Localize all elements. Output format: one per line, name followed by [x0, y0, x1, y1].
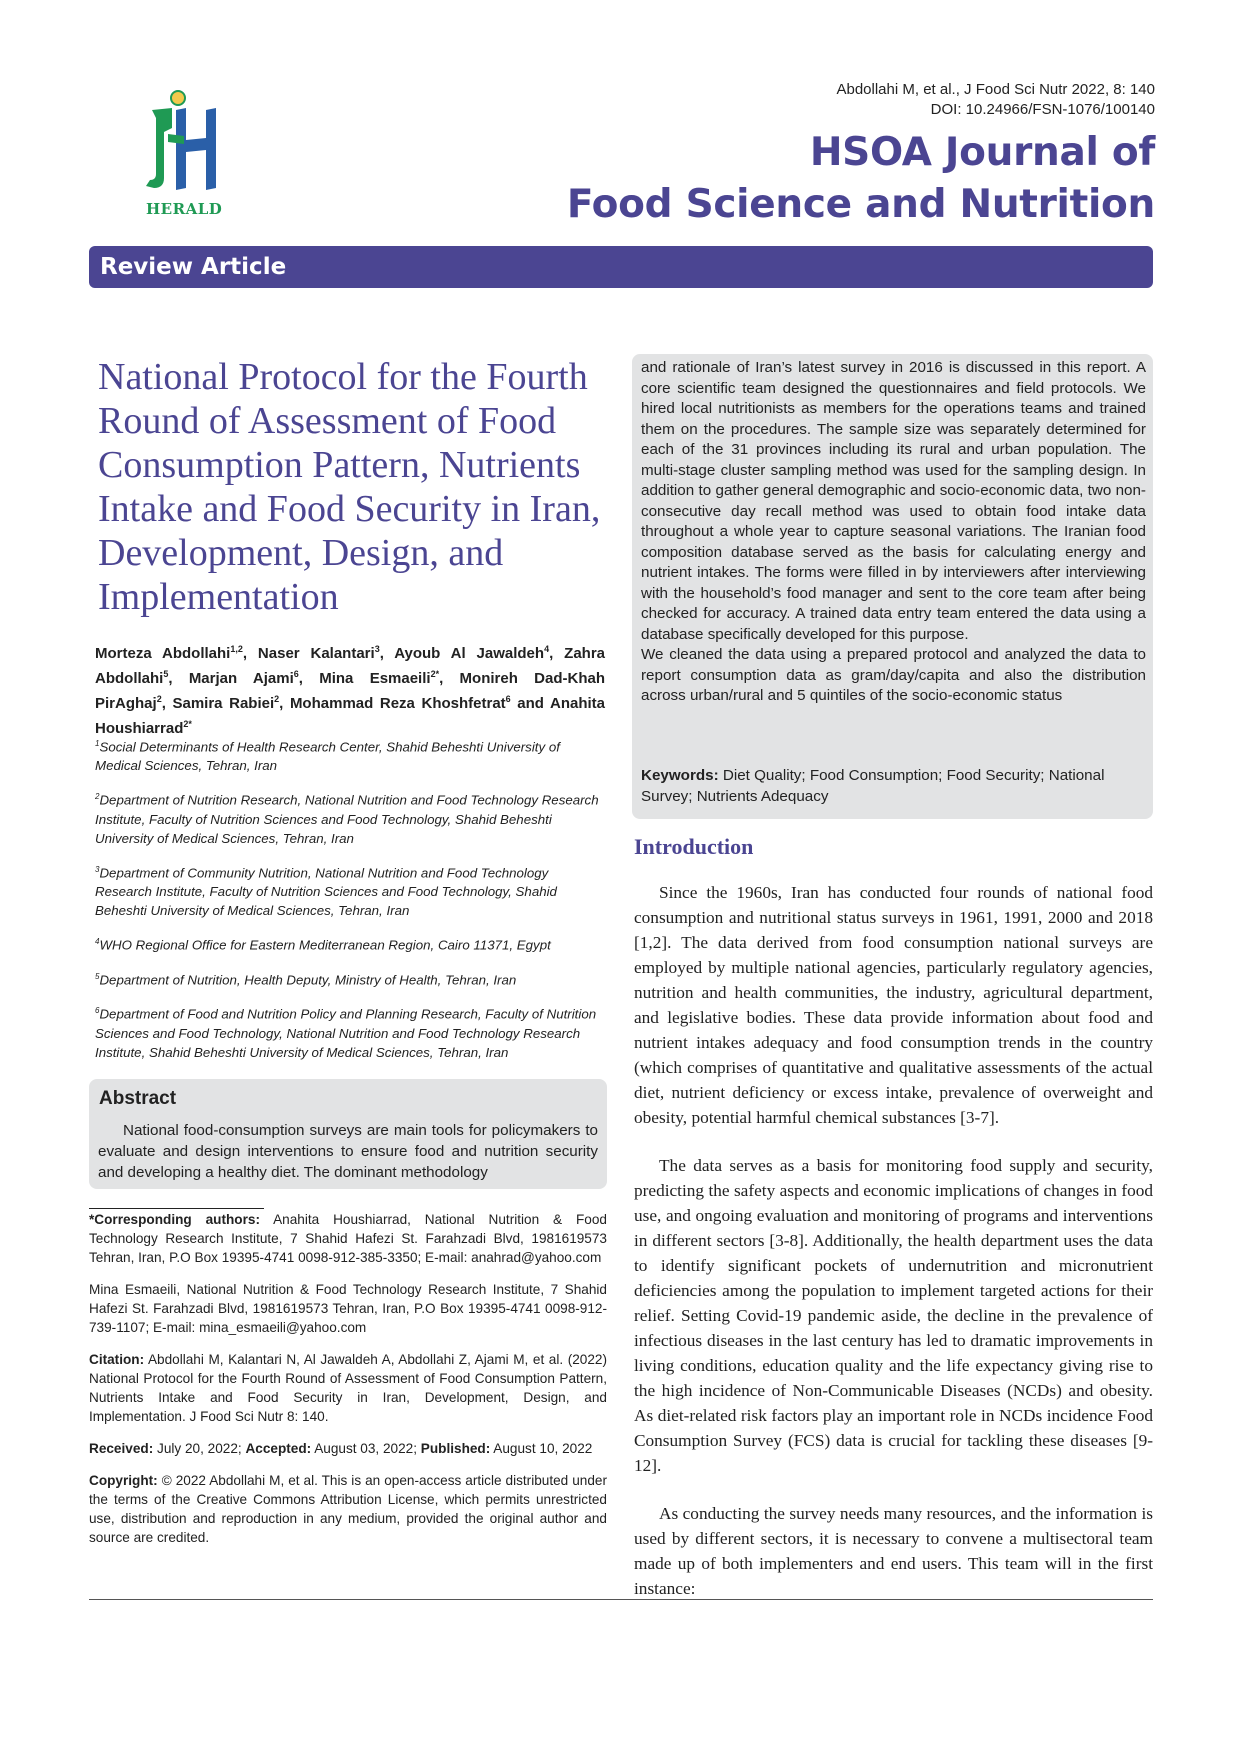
intro-paragraph-1: Since the 1960s, Iran has conducted four rounds of national food consumption and nutritional status surveys in 1961, 1991, 2000 and 2018 [1,2]. The data derived from food consumption national surveys are employed by multiple national agencies, particularly regulatory agencies, nutrition and health communities, the industry, agricultural department, and legislative bodies. These data provide information about food and nutrient intakes adequacy and food consumption trends in the country (which comprises of quantitative and qualitative assessments of the actual diet, nutrient deficiency or excess intake, prevalence of overweight and obesity, potential harmful chemical substances [3-7]. — [634, 883, 1153, 1127]
affiliation-6: $^6$Department of Food and Nutrition Policy and Planning Research, Faculty of Nutrition Sciences and Food Technology, National Nutrition and Food Technology Research Institute, Shahid Beheshti University of Medical Sciences, Tehran, Iran — [95, 1006, 597, 1060]
author-2: Naser Kalantari$^3$, — [257, 644, 395, 662]
abstract-continued-box — [632, 354, 1153, 819]
footnotes — [89, 1210, 607, 1560]
abstract-text-start: National food-consumption surveys are main tools for policymakers to evaluate and design interventions to ensure food and nutrition security and developing a healthy diet. The dominant methodology — [98, 1122, 598, 1181]
abstract-continued-para2: We cleaned the data using a prepared protocol and analyzed the data to report consumption data as gram/day/capita and also the distribution across urban/rural and 5 quintiles of the socio-economic status — [641, 646, 1146, 704]
author-list — [95, 639, 605, 739]
journal-name-line2: Food Science and Nutrition — [566, 182, 1155, 227]
author-3: Ayoub Al Jawaldeh$^4$, — [394, 644, 565, 662]
intro-paragraph-2: The data serves as a basis for monitoring food supply and security, predicting the safety aspects and economic implications of changes in food use, and ongoing evaluation and monitoring of programs and interventions in different sectors [3-8]. Additionally, the health department uses the data to identify significant pockets of undernutrition and micronutrient deficiencies among the population to implement targeted actions for their relief. Setting Covid-19 pandemic aside, the decline in the prevalence of infectious diseases in the last century has led to dramatic improvements in living conditions, education quality and the life expectancy giving rise to the high incidence of Non-Communicable Diseases (NCDs) and obesity. As diet-related risk factors play an important role in NCDs incidence Food Consumption Survey (FCS) data is crucial for tackling these diseases [9-12]. — [634, 1156, 1153, 1475]
footnote-rule — [89, 1208, 264, 1209]
journal-name-line1: HSOA Journal of — [809, 130, 1155, 175]
article-type-band — [89, 246, 1153, 288]
author-10: Anahita Houshiarrad$^{2*}$ — [95, 695, 606, 737]
affiliation-4: $^4$WHO Regional Office for Eastern Mediterranean Region, Cairo 11371, Egypt — [95, 937, 551, 953]
introduction-body — [634, 880, 1153, 1624]
citation-header — [836, 80, 1155, 120]
abstract-continued-para1: and rationale of Iran’s latest survey in 2016 is discussed in this report. A core scientific team designed the questionnaires and field protocols. We hired local nutritionists as members for the operations teams and trained them on the procedures. The sample size was separately determined for each of the 31 provinces including its rural and urban population. The multi-stage cluster sampling method was used for the sampling design. In addition to gather general demographic and socio-economic data, two non-consecutive day recall method was used to obtain food intake data throughout a whole year to capture seasonal variations. The Iranian food composition database served as the basis for calculating energy and nutrient intakes. The forms were filled in by interviewers after interviewing with the household’s food manager and sent to the core team after being checked for accuracy. A trained data entry team entered the data using a database specifically developed for this purpose. — [641, 359, 1146, 643]
citation-line: Abdollahi M, et al., J Food Sci Nutr 2022, 8: 140 — [836, 81, 1155, 98]
article-type: Review Article — [100, 254, 287, 280]
copyright-note: Copyright: © 2022 Abdollahi M, et al. This is an open-access article distributed under the terms of the Creative Commons Attribution License, which permits unrestricted use, distribution and reproduction in any medium, provided the original author and source are credited. — [89, 1473, 608, 1545]
author-9: Mohammad Reza Khoshfetrat$^6$ and — [289, 694, 550, 712]
author-7: Monireh Dad-Khah PirAghaj$^2$, — [95, 670, 605, 712]
doi-line: DOI: 10.24966/FSN-1076/100140 — [930, 101, 1155, 118]
author-8: Samira Rabiei$^2$, — [172, 694, 290, 712]
affiliation-5: $^5$Department of Nutrition, Health Deputy, Ministry of Health, Tehran, Iran — [95, 971, 517, 988]
citation-note: Citation: Abdollahi M, Kalantari N, Al Jawaldeh A, Abdollahi Z, Ajami M, et al. (2022) National Protocol for the Fourth Round of Assessment of Food Consumption Pattern, Nutrients Intake and Food Security in Iran, Development, Design, and Implementation. J Food Sci Nutr 8: 140. — [89, 1352, 608, 1424]
page-bottom-rule — [89, 1599, 1153, 1600]
affiliation-2: $^2$Department of Nutrition Research, National Nutrition and Food Technology Research Institute, Faculty of Nutrition Sciences and Food Technology, Shahid Beheshti University of Medical Sciences, Tehran, Iran — [95, 792, 599, 846]
introduction-heading: Introduction — [634, 834, 754, 859]
abstract-heading: Abstract — [99, 1088, 177, 1109]
paper-title: National Protocol for the Fourth Round of Assessment of Food Consumption Pattern, Nutrients Intake and Food Security in Iran, Development, Design, and Implementation — [98, 356, 601, 618]
corresponding-author-1: *Corresponding authors: Anahita Houshiarrad, National Nutrition & Food Technology Research Institute, 7 Shahid Hafezi St. Farahzadi Blvd, 1981619573 Tehran, Iran, P.O Box 19395-4741 0098-912-385-3350; E-mail: anahrad@yahoo.com — [89, 1212, 607, 1265]
affiliations — [95, 734, 605, 1074]
affiliation-1: $^1$Social Determinants of Health Research Center, Shahid Beheshti University of Medical Sciences, Tehran, Iran — [95, 739, 560, 774]
author-6: Mina Esmaeili$^{2*}$, — [319, 669, 460, 687]
logo-wordmark: HERALD — [146, 200, 223, 218]
dates-note: Received: July 20, 2022; Accepted: August 03, 2022; Published: August 10, 2022 — [89, 1441, 593, 1456]
abstract-box — [89, 1079, 607, 1189]
intro-paragraph-3: As conducting the survey needs many resources, and the information is used by different sectors, it is necessary to convene a multisectoral team made up of both implementers and end users. This team will in the first instance: — [634, 1504, 1153, 1598]
corresponding-author-2: Mina Esmaeili, National Nutrition & Food Technology Research Institute, 7 Shahid Hafezi St. Farahzadi Blvd, 1981619573 Tehran, Iran, P.O Box 19395-4741 0098-912-739-1107; E-mail: mina_esmaeili@yahoo.com — [89, 1282, 607, 1335]
author-1: Morteza Abdollahi$^{1,2}$, — [95, 644, 258, 662]
keywords: Keywords: Diet Quality; Food Consumption; Food Security; National Survey; Nutrients Adequacy — [641, 767, 1105, 805]
affiliation-3: $^3$Department of Community Nutrition, National Nutrition and Food Technology Research Institute, Faculty of Nutrition Sciences and Food Technology, Shahid Beheshti University of Medical Sciences, Tehran, Iran — [95, 864, 557, 919]
author-5: Marjan Ajami$^6$, — [188, 669, 320, 687]
author-4: Zahra Abdollahi$^5$, — [95, 645, 606, 687]
herald-logo — [140, 88, 240, 223]
journal-name — [567, 127, 1155, 231]
abstract-continued-text — [641, 358, 1146, 707]
